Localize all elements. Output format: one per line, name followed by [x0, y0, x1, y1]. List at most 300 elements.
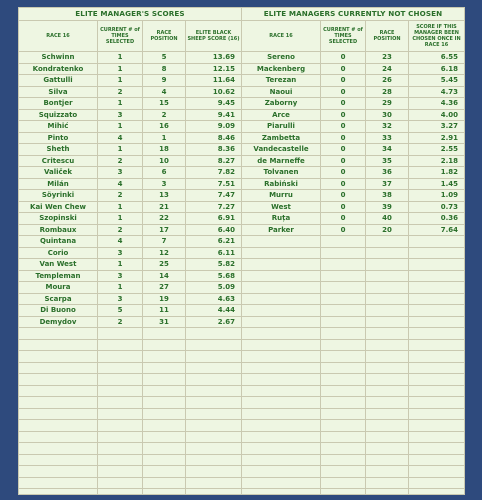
cell-race-position: [143, 374, 186, 386]
cell-manager-name: Bontjer: [19, 98, 98, 110]
cell-manager-name: Murru: [242, 190, 321, 202]
table-row: [19, 213, 241, 225]
cell-race-position: [366, 477, 409, 489]
cell-times-selected: 1: [98, 201, 143, 213]
cell-manager-name: Critescu: [19, 155, 98, 167]
cell-score: 8.46: [186, 132, 242, 144]
cell-manager-name: [19, 374, 98, 386]
cell-race-position: 25: [143, 259, 186, 271]
cell-score: [409, 362, 465, 374]
cell-race-position: 3: [143, 178, 186, 190]
cell-score: [186, 385, 242, 397]
cell-times-selected: [98, 362, 143, 374]
cell-manager-name: [242, 374, 321, 386]
cell-manager-name: [19, 351, 98, 363]
cell-times-selected: 3: [98, 109, 143, 121]
cell-times-selected: [98, 489, 143, 496]
cell-manager-name: Naoui: [242, 86, 321, 98]
cell-manager-name: Van West: [19, 259, 98, 271]
cell-race-position: 19: [143, 293, 186, 305]
empty-row: [19, 466, 241, 478]
cell-times-selected: [321, 489, 366, 496]
cell-race-position: 12: [143, 247, 186, 259]
col-header-times-selected: CURRENT # of TIMES SELECTED: [321, 21, 366, 52]
cell-score: 13.69: [186, 52, 242, 64]
cell-times-selected: [321, 316, 366, 328]
cell-score: 5.82: [186, 259, 242, 271]
cell-race-position: [143, 362, 186, 374]
cell-manager-name: Mackenberg: [242, 63, 321, 75]
cell-score: [409, 466, 465, 478]
cell-manager-name: [242, 397, 321, 409]
empty-row: [19, 362, 241, 374]
cell-manager-name: Scarpa: [19, 293, 98, 305]
cell-race-position: 36: [366, 167, 409, 179]
cell-race-position: 14: [143, 270, 186, 282]
table-row: [19, 247, 241, 259]
cell-times-selected: 0: [321, 201, 366, 213]
cell-race-position: [143, 339, 186, 351]
cell-manager-name: [19, 489, 98, 496]
cell-times-selected: [321, 328, 366, 340]
empty-row: [242, 316, 464, 328]
cell-manager-name: [19, 443, 98, 455]
cell-manager-name: [242, 489, 321, 496]
col-header-race-position: RACE POSITION: [143, 21, 186, 52]
cell-manager-name: [242, 282, 321, 294]
cell-score: [409, 282, 465, 294]
cell-times-selected: [321, 431, 366, 443]
cell-score: [186, 339, 242, 351]
cell-race-position: [366, 454, 409, 466]
empty-row: [242, 443, 464, 455]
cell-manager-name: [242, 408, 321, 420]
cell-score: [186, 431, 242, 443]
cell-manager-name: [242, 316, 321, 328]
cell-score: [409, 454, 465, 466]
cell-times-selected: 0: [321, 121, 366, 133]
empty-row: [19, 339, 241, 351]
cell-race-position: 30: [366, 109, 409, 121]
cell-times-selected: 4: [98, 236, 143, 248]
empty-row: [242, 397, 464, 409]
cell-score: 0.36: [409, 213, 465, 225]
cell-score: 6.91: [186, 213, 242, 225]
empty-row: [242, 431, 464, 443]
cell-score: 7.82: [186, 167, 242, 179]
cell-times-selected: 0: [321, 178, 366, 190]
cell-times-selected: 0: [321, 98, 366, 110]
cell-race-position: [143, 385, 186, 397]
cell-manager-name: [242, 362, 321, 374]
cell-race-position: 39: [366, 201, 409, 213]
cell-race-position: [143, 477, 186, 489]
cell-times-selected: 3: [98, 167, 143, 179]
table-row: [19, 305, 241, 317]
table-row: [242, 201, 464, 213]
cell-race-position: 35: [366, 155, 409, 167]
cell-race-position: [366, 247, 409, 259]
cell-manager-name: [19, 328, 98, 340]
cell-manager-name: Tolvanen: [242, 167, 321, 179]
cell-manager-name: Valiček: [19, 167, 98, 179]
cell-times-selected: 1: [98, 282, 143, 294]
cell-times-selected: 0: [321, 190, 366, 202]
empty-row: [19, 477, 241, 489]
cell-score: 10.62: [186, 86, 242, 98]
cell-race-position: 20: [366, 224, 409, 236]
cell-manager-name: Parker: [242, 224, 321, 236]
table-row: [242, 121, 464, 133]
cell-race-position: 10: [143, 155, 186, 167]
table-row: [242, 155, 464, 167]
cell-times-selected: 1: [98, 52, 143, 64]
cell-manager-name: [19, 420, 98, 432]
cell-times-selected: 0: [321, 167, 366, 179]
cell-manager-name: [242, 247, 321, 259]
cell-race-position: 9: [143, 75, 186, 87]
cell-manager-name: [19, 477, 98, 489]
empty-row: [19, 420, 241, 432]
cell-score: [409, 259, 465, 271]
cell-race-position: [143, 328, 186, 340]
cell-score: 9.41: [186, 109, 242, 121]
cell-race-position: 21: [143, 201, 186, 213]
cell-race-position: 4: [143, 86, 186, 98]
cell-race-position: 33: [366, 132, 409, 144]
cell-manager-name: [242, 270, 321, 282]
table-row: [19, 98, 241, 110]
cell-manager-name: Squizzato: [19, 109, 98, 121]
cell-score: 8.36: [186, 144, 242, 156]
cell-times-selected: 4: [98, 132, 143, 144]
cell-score: [409, 293, 465, 305]
cell-score: [186, 420, 242, 432]
cell-manager-name: [242, 420, 321, 432]
cell-manager-name: Zaborny: [242, 98, 321, 110]
table-row: [19, 167, 241, 179]
cell-manager-name: [242, 259, 321, 271]
cell-score: [409, 489, 465, 496]
cell-race-position: [366, 385, 409, 397]
cell-times-selected: [98, 420, 143, 432]
table-row: [242, 52, 464, 64]
cell-times-selected: [98, 431, 143, 443]
cell-score: [409, 477, 465, 489]
cell-times-selected: 3: [98, 247, 143, 259]
empty-row: [242, 466, 464, 478]
cell-times-selected: [98, 397, 143, 409]
empty-row: [19, 431, 241, 443]
cell-times-selected: [321, 305, 366, 317]
cell-score: 4.44: [186, 305, 242, 317]
cell-times-selected: 1: [98, 98, 143, 110]
cell-race-position: 27: [143, 282, 186, 294]
cell-score: [186, 362, 242, 374]
cell-score: [186, 351, 242, 363]
empty-row: [242, 236, 464, 248]
empty-row: [242, 374, 464, 386]
empty-row: [242, 362, 464, 374]
cell-race-position: [143, 443, 186, 455]
cell-manager-name: [19, 397, 98, 409]
cell-race-position: 17: [143, 224, 186, 236]
panel-title: ELITE MANAGERS CURRENTLY NOT CHOSEN: [242, 8, 464, 21]
cell-times-selected: [321, 385, 366, 397]
cell-score: 7.27: [186, 201, 242, 213]
col-header-race-position: RACE POSITION: [366, 21, 409, 52]
cell-race-position: [366, 316, 409, 328]
cell-manager-name: [242, 443, 321, 455]
empty-row: [242, 454, 464, 466]
cell-times-selected: [321, 454, 366, 466]
cell-times-selected: 0: [321, 224, 366, 236]
cell-times-selected: [98, 328, 143, 340]
empty-row: [242, 408, 464, 420]
cell-manager-name: Sheth: [19, 144, 98, 156]
cell-manager-name: [19, 362, 98, 374]
cell-score: 2.91: [409, 132, 465, 144]
cell-times-selected: [321, 477, 366, 489]
table-row: [19, 144, 241, 156]
cell-manager-name: [19, 466, 98, 478]
cell-times-selected: 0: [321, 155, 366, 167]
cell-race-position: [366, 408, 409, 420]
cell-times-selected: 0: [321, 52, 366, 64]
col-header-race: RACE 16: [19, 21, 98, 52]
cell-manager-name: [242, 454, 321, 466]
cell-manager-name: [19, 431, 98, 443]
cell-manager-name: Di Buono: [19, 305, 98, 317]
cell-race-position: [366, 397, 409, 409]
cell-times-selected: [321, 466, 366, 478]
cell-race-position: [143, 397, 186, 409]
cell-score: 6.40: [186, 224, 242, 236]
cell-score: [409, 431, 465, 443]
empty-row: [242, 282, 464, 294]
cell-times-selected: [98, 351, 143, 363]
cell-times-selected: [321, 293, 366, 305]
table-row: [19, 75, 241, 87]
cell-manager-name: Milán: [19, 178, 98, 190]
cell-times-selected: [321, 420, 366, 432]
cell-manager-name: Templeman: [19, 270, 98, 282]
cell-times-selected: [98, 454, 143, 466]
cell-manager-name: Piarulli: [242, 121, 321, 133]
cell-race-position: [143, 489, 186, 496]
cell-times-selected: [321, 362, 366, 374]
cell-manager-name: [242, 236, 321, 248]
cell-times-selected: [321, 270, 366, 282]
table-row: [19, 293, 241, 305]
cell-race-position: 22: [143, 213, 186, 225]
cell-score: [186, 374, 242, 386]
cell-race-position: [366, 431, 409, 443]
cell-score: [409, 247, 465, 259]
scores-table: [19, 21, 241, 495]
cell-manager-name: [19, 385, 98, 397]
col-header-score: ELITE BLACK SHEEP SCORE (16): [186, 21, 242, 52]
table-row: [19, 316, 241, 328]
cell-manager-name: Söyrinki: [19, 190, 98, 202]
cell-manager-name: [242, 431, 321, 443]
cell-manager-name: West: [242, 201, 321, 213]
cell-times-selected: [98, 374, 143, 386]
table-row: [242, 109, 464, 121]
table-row: [242, 144, 464, 156]
cell-score: 1.82: [409, 167, 465, 179]
cell-times-selected: [98, 408, 143, 420]
cell-score: 2.67: [186, 316, 242, 328]
cell-score: 6.55: [409, 52, 465, 64]
cell-score: [186, 408, 242, 420]
cell-race-position: [366, 351, 409, 363]
cell-race-position: [366, 293, 409, 305]
cell-manager-name: Pinto: [19, 132, 98, 144]
cell-race-position: [366, 259, 409, 271]
table-row: [242, 167, 464, 179]
cell-race-position: 2: [143, 109, 186, 121]
cell-score: [186, 397, 242, 409]
table-row: [19, 270, 241, 282]
cell-score: 11.64: [186, 75, 242, 87]
empty-row: [19, 443, 241, 455]
cell-score: 7.47: [186, 190, 242, 202]
cell-manager-name: Sereno: [242, 52, 321, 64]
cell-race-position: 1: [143, 132, 186, 144]
cell-manager-name: [19, 339, 98, 351]
empty-row: [242, 489, 464, 496]
cell-race-position: 34: [366, 144, 409, 156]
cell-score: 8.27: [186, 155, 242, 167]
cell-race-position: [366, 362, 409, 374]
cell-times-selected: [321, 397, 366, 409]
cell-race-position: [143, 466, 186, 478]
table-row: [242, 190, 464, 202]
cell-race-position: [143, 431, 186, 443]
empty-row: [19, 328, 241, 340]
cell-manager-name: Vandecastelle: [242, 144, 321, 156]
cell-times-selected: 0: [321, 63, 366, 75]
empty-row: [242, 305, 464, 317]
cell-score: 4.36: [409, 98, 465, 110]
table-row: [19, 109, 241, 121]
empty-row: [19, 454, 241, 466]
cell-score: 9.09: [186, 121, 242, 133]
cell-times-selected: 4: [98, 178, 143, 190]
cell-manager-name: de Marneffe: [242, 155, 321, 167]
col-header-race: RACE 16: [242, 21, 321, 52]
cell-times-selected: 2: [98, 190, 143, 202]
cell-score: 7.64: [409, 224, 465, 236]
cell-times-selected: 2: [98, 86, 143, 98]
cell-times-selected: 0: [321, 144, 366, 156]
cell-race-position: [366, 270, 409, 282]
cell-score: 6.21: [186, 236, 242, 248]
cell-times-selected: [98, 477, 143, 489]
cell-times-selected: 5: [98, 305, 143, 317]
empty-row: [19, 385, 241, 397]
cell-manager-name: Silva: [19, 86, 98, 98]
cell-times-selected: [98, 466, 143, 478]
empty-row: [242, 259, 464, 271]
cell-manager-name: [242, 385, 321, 397]
empty-row: [242, 270, 464, 282]
table-row: [19, 178, 241, 190]
cell-race-position: [143, 454, 186, 466]
empty-row: [242, 351, 464, 363]
cell-race-position: 28: [366, 86, 409, 98]
cell-times-selected: [321, 339, 366, 351]
cell-times-selected: [321, 443, 366, 455]
cell-manager-name: Kai Wen Chew: [19, 201, 98, 213]
cell-manager-name: Terezan: [242, 75, 321, 87]
empty-row: [242, 385, 464, 397]
empty-row: [19, 397, 241, 409]
cell-times-selected: [321, 236, 366, 248]
cell-score: 2.18: [409, 155, 465, 167]
cell-score: 5.09: [186, 282, 242, 294]
cell-manager-name: Kondratenko: [19, 63, 98, 75]
cell-manager-name: Szopinski: [19, 213, 98, 225]
cell-times-selected: 3: [98, 270, 143, 282]
cell-score: 7.51: [186, 178, 242, 190]
cell-race-position: [366, 489, 409, 496]
cell-times-selected: [321, 282, 366, 294]
cell-manager-name: Arce: [242, 109, 321, 121]
cell-manager-name: Moura: [19, 282, 98, 294]
header-row: [19, 21, 241, 52]
cell-score: 3.27: [409, 121, 465, 133]
cell-times-selected: [321, 374, 366, 386]
cell-manager-name: [19, 408, 98, 420]
cell-score: [409, 420, 465, 432]
cell-score: [186, 328, 242, 340]
elite-manager-scores-panel: [18, 7, 242, 495]
cell-score: 2.55: [409, 144, 465, 156]
cell-times-selected: [321, 259, 366, 271]
cell-race-position: 32: [366, 121, 409, 133]
table-row: [242, 63, 464, 75]
cell-times-selected: [98, 339, 143, 351]
not-chosen-table: [242, 21, 464, 495]
empty-row: [242, 328, 464, 340]
cell-times-selected: [98, 385, 143, 397]
cell-score: [409, 305, 465, 317]
empty-row: [242, 477, 464, 489]
cell-manager-name: Schwinn: [19, 52, 98, 64]
empty-row: [242, 420, 464, 432]
cell-race-position: [366, 466, 409, 478]
scores-table-body: [19, 52, 241, 496]
cell-race-position: 16: [143, 121, 186, 133]
panel-title: ELITE MANAGER'S SCORES: [19, 8, 241, 21]
cell-race-position: [366, 305, 409, 317]
cell-race-position: [366, 282, 409, 294]
cell-race-position: 38: [366, 190, 409, 202]
table-row: [242, 213, 464, 225]
cell-score: [409, 408, 465, 420]
table-row: [19, 155, 241, 167]
cell-race-position: 7: [143, 236, 186, 248]
cell-race-position: [366, 328, 409, 340]
cell-manager-name: [242, 466, 321, 478]
cell-race-position: 37: [366, 178, 409, 190]
cell-manager-name: [242, 328, 321, 340]
cell-race-position: 40: [366, 213, 409, 225]
cell-score: 5.45: [409, 75, 465, 87]
cell-manager-name: Mihić: [19, 121, 98, 133]
